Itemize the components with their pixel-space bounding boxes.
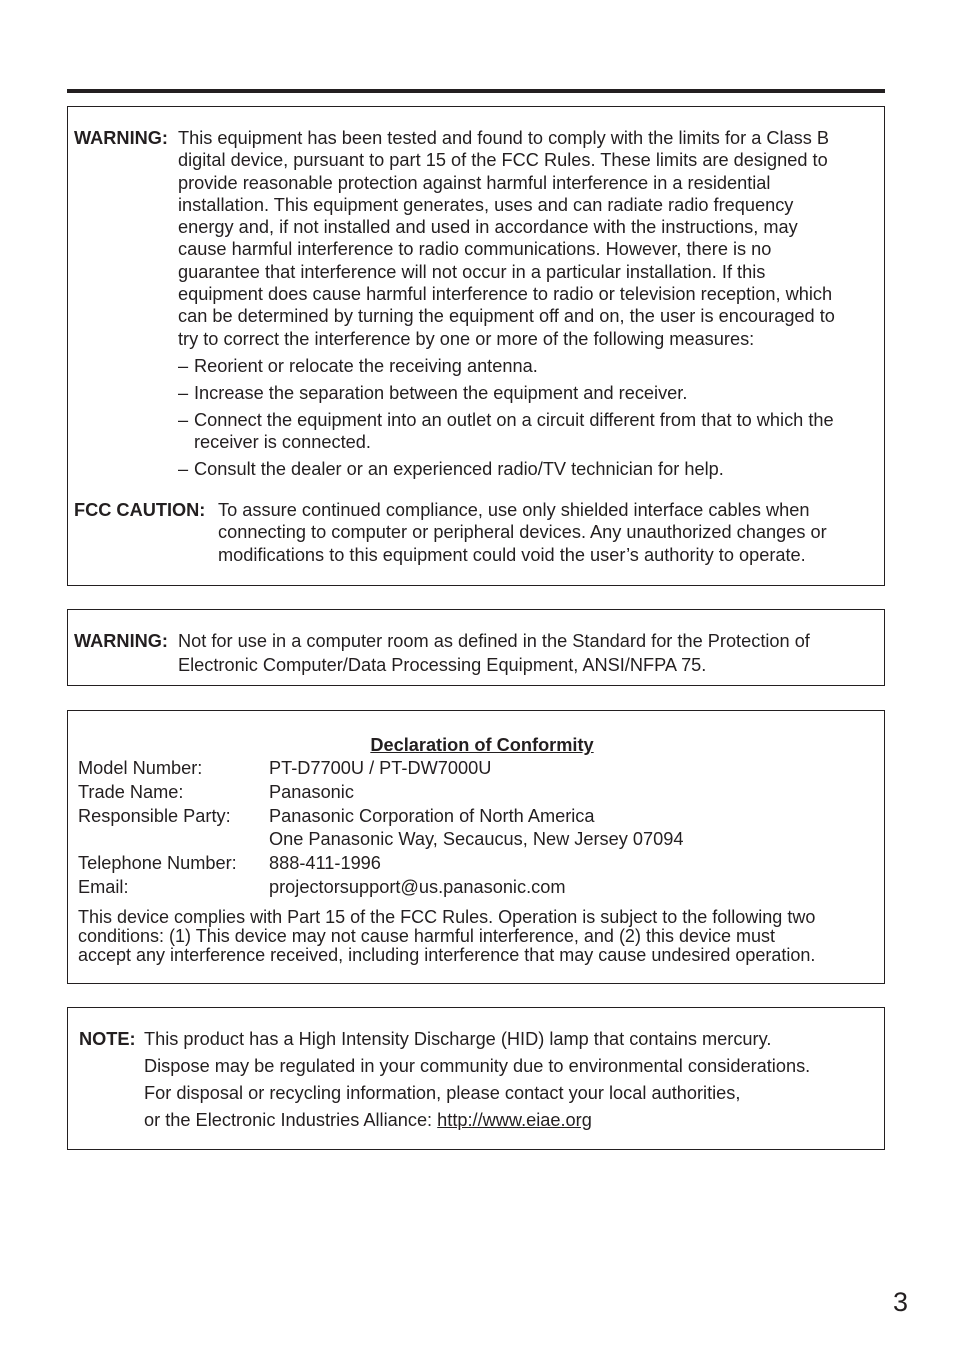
text-line: This device complies with Part 15 of the FCC Rules. Operation is subject to the following two — [78, 906, 816, 927]
dash-marker: – — [178, 355, 189, 376]
declaration-value: 888-411-1996 — [269, 853, 381, 874]
measure-text — [194, 458, 879, 480]
declaration-key: Model Number: — [78, 758, 203, 778]
text-line: guarantee that interference will not occur in a particular installation. If this — [178, 261, 766, 282]
text-line: digital device, pursuant to part 15 of the FCC Rules. These limits are designed to — [178, 150, 828, 171]
declaration-row — [78, 828, 878, 852]
text-line: conditions: (1) This device may not cause harmful interference, and (2) this device must — [78, 925, 775, 946]
note-label: NOTE: — [79, 1029, 136, 1049]
fcc-caution-body — [218, 521, 879, 566]
note-last-prefix: or the Electronic Industries Alliance: — [144, 1110, 438, 1130]
measure-item — [178, 355, 879, 377]
measure-line: Increase the separation between the equipment and receiver. — [194, 382, 688, 403]
note-last-line — [144, 1107, 879, 1134]
declaration-key: Telephone Number: — [78, 853, 237, 874]
eiae-link[interactable]: http://www.eiae.org — [437, 1110, 592, 1130]
fcc-measures-list — [178, 355, 879, 481]
room-warning-box — [67, 609, 885, 686]
room-warning-second-line: Electronic Computer/Data Processing Equipment, ANSI/NFPA 75. — [178, 654, 707, 675]
room-warning-first-line: Not for use in a computer room as defined in the Standard for the Protection of — [178, 631, 810, 651]
text-line: connecting to computer or peripheral devices. Any unauthorized changes or — [218, 522, 827, 543]
declaration-box — [67, 710, 885, 984]
top-rule — [67, 89, 885, 93]
measure-item — [178, 382, 879, 404]
fcc-caution-first-line: To assure continued compliance, use only shielded interface cables when — [218, 500, 810, 520]
declaration-row — [78, 876, 878, 900]
text-line: installation. This equipment generates, uses and can radiate radio frequency — [178, 194, 794, 215]
fcc-warning-label: WARNING: — [74, 128, 168, 148]
declaration-row — [78, 781, 878, 805]
declaration-table — [78, 757, 878, 900]
fcc-warning-first-line: This equipment has been tested and found to comply with the limits for a Class B — [178, 128, 830, 148]
note-box — [67, 1007, 885, 1150]
text-line: Dispose may be regulated in your community due to environmental considerations. — [144, 1056, 811, 1076]
fcc-warning-box — [67, 106, 885, 586]
text-line: accept any interference received, including interference that may cause undesired operation. — [78, 945, 816, 966]
declaration-value: Panasonic Corporation of North America — [269, 805, 595, 826]
fcc-caution — [74, 499, 879, 566]
declaration-row — [78, 852, 878, 876]
declaration-value: Panasonic — [269, 781, 354, 802]
measure-line: Connect the equipment into an outlet on a circuit different from that to which the — [194, 409, 834, 430]
declaration-key — [78, 828, 269, 852]
fcc-caution-label: FCC CAUTION: — [74, 500, 206, 520]
declaration-row — [78, 757, 878, 781]
declaration-key: Email: — [78, 876, 129, 897]
declaration-key: Responsible Party: — [78, 805, 231, 826]
measure-line: Consult the dealer or an experienced radio/TV technician for help. — [194, 459, 724, 480]
measure-line: Reorient or relocate the receiving antenna. — [194, 355, 538, 376]
fcc-warning — [74, 127, 879, 485]
measure-item — [178, 409, 879, 454]
text-line: energy and, if not installed and used in accordance with the instructions, may — [178, 217, 798, 238]
declaration — [78, 734, 878, 965]
measure-line: receiver is connected. — [194, 432, 371, 453]
text-line: provide reasonable protection against harmful interference in a residential — [178, 172, 771, 193]
declaration-key: Trade Name: — [78, 781, 184, 802]
text-line: For disposal or recycling information, please contact your local authorities, — [144, 1083, 741, 1103]
text-line: can be determined by turning the equipment off and on, the user is encouraged to — [178, 306, 835, 327]
declaration-value: One Panasonic Way, Secaucus, New Jersey 07094 — [269, 829, 684, 850]
declaration-title: Declaration of Conformity — [370, 735, 594, 755]
page-number: 3 — [893, 1287, 909, 1317]
dash-marker: – — [178, 409, 189, 430]
declaration-value: PT-D7700U / PT-DW7000U — [269, 758, 492, 778]
text-line: modifications to this equipment could void the user’s authority to operate. — [218, 544, 806, 565]
text-line: cause harmful interference to radio communications. However, there is no — [178, 239, 772, 260]
text-line: equipment does cause harmful interference to radio or television reception, which — [178, 284, 833, 305]
declaration-value: projectorsupport@us.panasonic.com — [269, 876, 566, 897]
measure-text — [194, 409, 879, 454]
dash-marker: – — [178, 459, 189, 480]
text-line: try to correct the interference by one or more of the following measures: — [178, 328, 755, 349]
note-body — [144, 1053, 879, 1107]
fcc-warning-body — [178, 149, 879, 350]
measure-text — [194, 355, 879, 377]
declaration-row — [78, 805, 878, 829]
measure-item — [178, 458, 879, 480]
room-warning — [74, 630, 879, 677]
note-first-line: This product has a High Intensity Discharge (HID) lamp that contains mercury. — [144, 1029, 772, 1049]
compliance-statement — [78, 908, 878, 966]
dash-marker: – — [178, 382, 189, 403]
note — [79, 1026, 879, 1134]
room-warning-label: WARNING: — [74, 631, 168, 651]
measure-text — [194, 382, 879, 404]
